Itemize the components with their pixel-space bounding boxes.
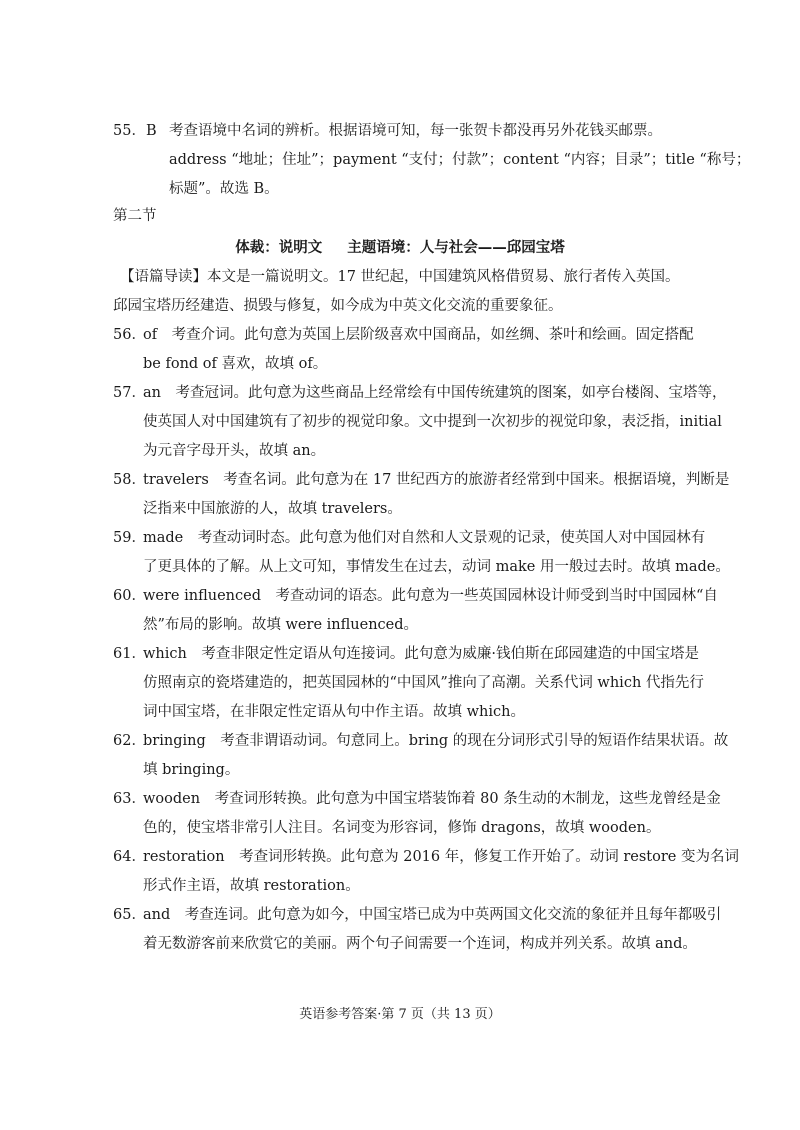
answer-number: 59． (113, 530, 146, 546)
page-footer: 英语参考答案·第 7 页（共 13 页） (299, 1007, 501, 1022)
answer-number: 57． (113, 385, 146, 401)
q55-line-3: 标题”。故选 B。 (169, 181, 279, 197)
q55-number: 55．B (113, 123, 157, 139)
answer-61 (113, 644, 699, 664)
answer-58-cont: 泛指来中国旅游的人，故填 travelers。 (143, 501, 402, 517)
answer-63-cont: 色的，使宝塔非常引人注目。名词变为形容词，修饰 dragons，故填 wooden。 (143, 820, 661, 836)
answer-text: bringing 考查非谓语动词。句意同上。bring 的现在分词形式引导的短语作结果状语。故 (143, 733, 729, 749)
answer-number: 56． (113, 327, 146, 343)
answer-65-cont: 着无数游客前来欣赏它的美丽。两个句子间需要一个连词，构成并列关系。故填 and。 (143, 936, 697, 952)
answer-61-cont-1: 仿照南京的瓷塔建造的，把英国园林的“中国风”推向了高潮。关系代词 which 代指先行 (143, 675, 704, 691)
answer-number: 62． (113, 733, 146, 749)
answer-text: restoration 考查词形转换。此句意为 2016 年，修复工作开始了。动词 restore 变为名词 (143, 849, 739, 865)
answer-text: wooden 考查词形转换。此句意为中国宝塔装饰着 80 条生动的木制龙，这些龙曾经是金 (143, 791, 721, 807)
answer-59-cont: 了更具体的了解。从上文可知，事情发生在过去，动词 make 用一般过去时。故填 made。 (143, 559, 730, 575)
answer-60 (113, 586, 718, 606)
answer-text: of 考查介词。此句意为英国上层阶级喜欢中国商品，如丝绸、茶叶和绘画。固定搭配 (143, 327, 694, 343)
answer-number: 63． (113, 791, 146, 807)
answer-61-cont-2: 词中国宝塔，在非限定性定语从句中作主语。故填 which。 (143, 704, 525, 720)
genre-label: 体裁：说明文 (235, 240, 323, 256)
answer-57-cont-2: 为元音字母开头，故填 an。 (143, 443, 326, 459)
answer-number: 61． (113, 646, 146, 662)
answer-64-cont: 形式作主语，故填 restoration。 (143, 878, 360, 894)
section-heading: 第二节 (113, 208, 157, 224)
answer-56-cont: be fond of 喜欢，故填 of。 (143, 356, 328, 372)
answer-62-cont: 填 bringing。 (143, 762, 240, 778)
answer-number: 58． (113, 472, 146, 488)
answer-text: which 考查非限定性定语从句连接词。此句意为威廉·钱伯斯在邱园建造的中国宝塔是 (143, 646, 699, 662)
answer-number: 65． (113, 907, 146, 923)
answer-text: travelers 考查名词。此句意为在 17 世纪西方的旅游者经常到中国来。根据语境，判断是 (143, 472, 730, 488)
q55-line-2: address “地址；住址”；payment “支付；付款”；content “内容；目录”；title “称号； (169, 152, 751, 168)
answer-58 (113, 470, 729, 490)
answer-text: and 考查连词。此句意为如今，中国宝塔已成为中英两国文化交流的象征并且每年都吸引 (143, 907, 722, 923)
guide-line-1: 【语篇导读】本文是一篇说明文。17 世纪起，中国建筑风格借贸易、旅行者传入英国。 (120, 269, 680, 285)
answer-text: made 考查动词时态。此句意为他们对自然和人文景观的记录，使英国人对中国园林有 (143, 530, 706, 546)
passage-title (0, 238, 800, 258)
answer-64 (113, 847, 739, 867)
q55-line-1 (113, 121, 662, 141)
q55-text: 考查语境中名词的辨析。根据语境可知，每一张贺卡都没再另外花钱买邮票。 (169, 123, 662, 139)
theme-label: 主题语境：人与社会——邱园宝塔 (347, 240, 565, 256)
answer-60-cont: 然”布局的影响。故填 were influenced。 (143, 617, 419, 633)
answer-56 (113, 325, 694, 345)
answer-text: were influenced 考查动词的语态。此句意为一些英国园林设计师受到当时中国园林“自 (143, 588, 718, 604)
answer-59 (113, 528, 705, 548)
answer-57-cont-1: 使英国人对中国建筑有了初步的视觉印象。文中提到一次初步的视觉印象，表泛指，initial (143, 414, 722, 430)
answer-62 (113, 731, 728, 751)
answer-57 (113, 383, 726, 403)
answer-text: an 考查冠词。此句意为这些商品上经常绘有中国传统建筑的图案，如亭台楼阁、宝塔等， (143, 385, 727, 401)
answer-number: 60． (113, 588, 146, 604)
answer-number: 64． (113, 849, 146, 865)
answer-65 (113, 905, 721, 925)
guide-line-2: 邱园宝塔历经建造、损毁与修复，如今成为中英文化交流的重要象征。 (113, 298, 563, 314)
answer-63 (113, 789, 721, 809)
